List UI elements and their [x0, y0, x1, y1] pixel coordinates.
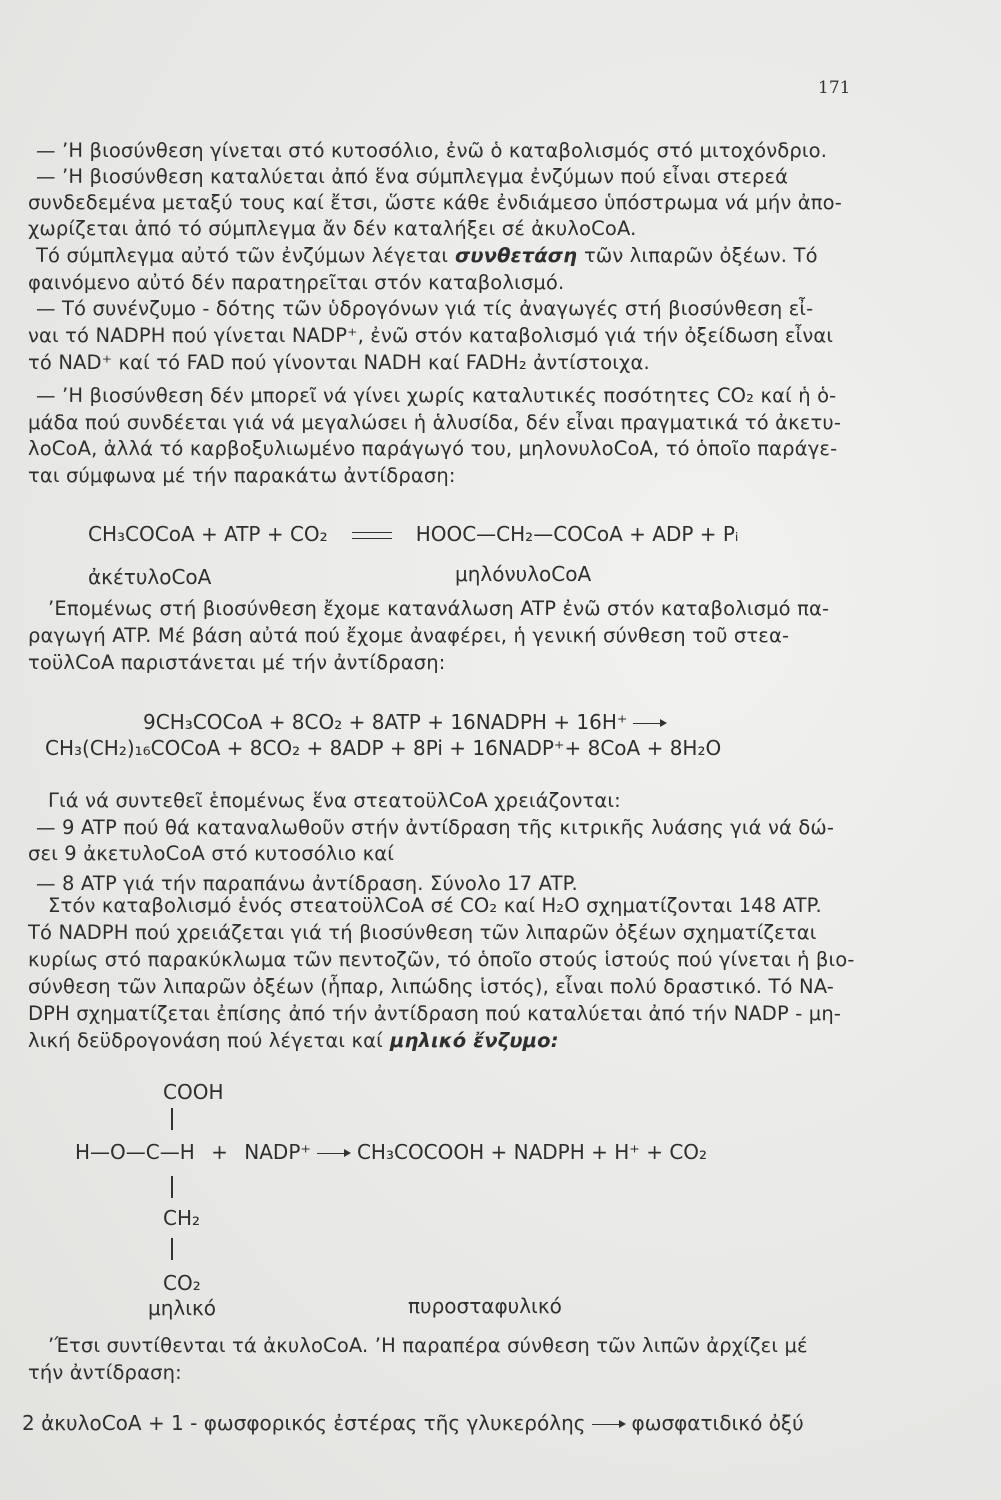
- text-line: τό NAD⁺ καί τό FAD πού γίνονται NADH καί FADH₂ ἀντίστοιχα.: [28, 351, 650, 374]
- text-line: — Τό συνένζυμο - δότης τῶν ὑδρογόνων γιά τίς ἀναγωγές στή βιοσύνθεση εἶ-: [36, 297, 814, 320]
- eq2-line2: CH₃(CH₂)₁₆COCoA + 8CO₂ + 8ADP + 8Pi + 16NADP⁺+ 8CoA + 8H₂O: [45, 736, 722, 760]
- right-arrow-icon: [633, 719, 667, 729]
- eq3-cooh: COOH: [163, 1080, 224, 1104]
- text-line: Γιά νά συντεθεῖ ἑπομένως ἕνα στεατοϋλCoA χρειάζονται:: [48, 789, 621, 812]
- bond-line: [171, 1108, 173, 1130]
- eq3-label-malate: μηλικό: [148, 1296, 217, 1320]
- text-line: — 8 ATP γιά τήν παραπάνω ἀντίδραση. Σύνολο 17 ATP.: [36, 872, 578, 895]
- eq1-rhs: HOOC—CH₂—COCoA + ADP + Pᵢ: [415, 522, 739, 546]
- text-line: τῶν λιπαρῶν ὀξέων. Τό: [584, 244, 818, 267]
- text-line: μάδα πού συνδέεται γιά νά μεγαλώσει ἡ ἁλυσίδα, δέν εἶναι πραγματικά τό ἀκετυ-: [28, 411, 842, 434]
- eq3-label-pyruvate: πυροσταφυλικό: [408, 1294, 562, 1318]
- eq3-co2: CO₂: [163, 1271, 201, 1295]
- eq2-line1: 9CH₃COCoA + 8CO₂ + 8ATP + 16NADPH + 16H⁺: [143, 710, 628, 734]
- text-line: τοϋλCoA παριστάνεται μέ τήν ἀντίδραση:: [28, 651, 446, 674]
- eq1-label-malonyl: μηλόνυλοCoA: [455, 562, 592, 586]
- eq3-ch2: CH₂: [163, 1206, 201, 1230]
- text-line: τήν ἀντίδραση:: [28, 1361, 182, 1384]
- eq4-lhs: 2 ἀκυλοCoA + 1 - φωσφορικός ἐστέρας τῆς γλυκερόλης: [22, 1411, 586, 1435]
- text-line: Τό NADPH πού χρειάζεται γιά τή βιοσύνθεση τῶν λιπαρῶν ὀξέων σχηματίζεται: [28, 921, 817, 944]
- text-line: κυρίως στό παρακύκλωμα τῶν πεντοζῶν, τό ὁποῖο στούς ἱστούς πού γίνεται ἡ βιο-: [28, 948, 855, 971]
- eq4-rhs: φωσφατιδικό ὀξύ: [631, 1411, 804, 1435]
- text-line: σει 9 ἀκετυλοCoA στό κυτοσόλιο καί: [28, 842, 395, 865]
- eq1-lhs: CH₃COCoA + ATP + CO₂: [88, 522, 328, 546]
- text-line: συνθετάση: [455, 244, 578, 267]
- text-line: ʼΈτσι συντίθενται τά ἀκυλοCoA. ʼΗ παραπέρα σύνθεση τῶν λιπῶν ἀρχίζει μέ: [48, 1334, 808, 1357]
- eq3-products: CH₃COCOOH + NADPH + H⁺ + CO₂: [356, 1140, 708, 1164]
- text-line: — ʼΗ βιοσύνθεση δέν μπορεῖ νά γίνει χωρίς καταλυτικές ποσότητες CO₂ καί ἡ ὁ-: [36, 384, 837, 407]
- text-line: φαινόμενο αὐτό δέν παρατηρεῖται στόν καταβολισμό.: [28, 271, 565, 294]
- equation-malic: [75, 1140, 707, 1164]
- eq1-label-acetyl: ἀκέτυλοCoA: [88, 565, 212, 589]
- text-line: συνδεδεμένα μεταξύ τους καί ἔτσι, ὥστε κάθε ἐνδιάμεσο ὑπόστρωμα νά μήν ἀπο-: [28, 191, 842, 214]
- text-line: χωρίζεται ἀπό τό σύμπλεγμα ἄν δέν καταλήξει σέ ἀκυλοCoA.: [28, 217, 637, 240]
- text-line: — 9 ATP πού θά καταναλωθοῦν στήν ἀντίδραση τῆς κιτρικῆς λυάσης γιά νά δώ-: [36, 816, 835, 839]
- text-line: Τό σύμπλεγμα αὐτό τῶν ἐνζύμων λέγεται: [36, 244, 449, 267]
- eq3-plus: +: [211, 1140, 228, 1164]
- text-line: μηλικό ἔνζυμο:: [390, 1029, 559, 1052]
- equilibrium-arrow-icon: [350, 529, 394, 543]
- text-line: σύνθεση τῶν λιπαρῶν ὀξέων (ἧπαρ, λιπώδης ἱστός), εἶναι πολύ δραστικό. Τό NA-: [28, 975, 834, 998]
- equation-stearoyl-line1: [143, 710, 673, 734]
- text-line: Στόν καταβολισμό ἑνός στεατοϋλCoA σέ CO₂ καί H₂O σχηματίζονται 148 ATP.: [48, 894, 822, 917]
- text-line: DPH σχηματίζεται ἐπίσης ἀπό τήν ἀντίδραση πού καταλύεται ἀπό τήν NADP - μη-: [28, 1002, 842, 1025]
- right-arrow-icon: [592, 1420, 626, 1430]
- text-line: λική δεϋδρογονάση πού λέγεται καί: [28, 1029, 383, 1052]
- text-line: — ʼΗ βιοσύνθεση γίνεται στό κυτοσόλιο, ἐνῶ ὁ καταβολισμός στό μιτοχόνδριο.: [36, 139, 828, 162]
- eq3-center: H—O—C—H: [75, 1140, 195, 1164]
- page-number: 171: [818, 78, 851, 98]
- equation-phosphatidic: [22, 1411, 804, 1435]
- text-line: ʼΕπομένως στή βιοσύνθεση ἔχομε κατανάλωση ATP ἐνῶ στόν καταβολισμό πα-: [48, 597, 830, 620]
- text-line: λοCoA, ἀλλά τό καρβοξυλιωμένο παράγωγό του, μηλονυλοCoA, τό ὁποῖο παράγε-: [28, 437, 838, 460]
- right-arrow-icon: [317, 1149, 351, 1159]
- bond-line: [171, 1176, 173, 1198]
- text-line: — ʼΗ βιοσύνθεση καταλύεται ἀπό ἕνα σύμπλεγμα ἐνζύμων πού εἶναι στερεά: [36, 165, 789, 188]
- text-line: ραγωγή ATP. Μέ βάση αὐτά πού ἔχομε ἀναφέρει, ἡ γενική σύνθεση τοῦ στεα-: [28, 624, 790, 647]
- equation-malonyl: [88, 522, 739, 546]
- bond-line: [171, 1238, 173, 1260]
- text-line: ναι τό NADPH πού γίνεται NADP⁺, ἐνῶ στόν καταβολισμό γιά τήν ὀξείδωση εἶναι: [28, 324, 834, 347]
- eq3-reagent: NADP⁺: [244, 1140, 311, 1164]
- text-line: ται σύμφωνα μέ τήν παρακάτω ἀντίδραση:: [28, 464, 456, 487]
